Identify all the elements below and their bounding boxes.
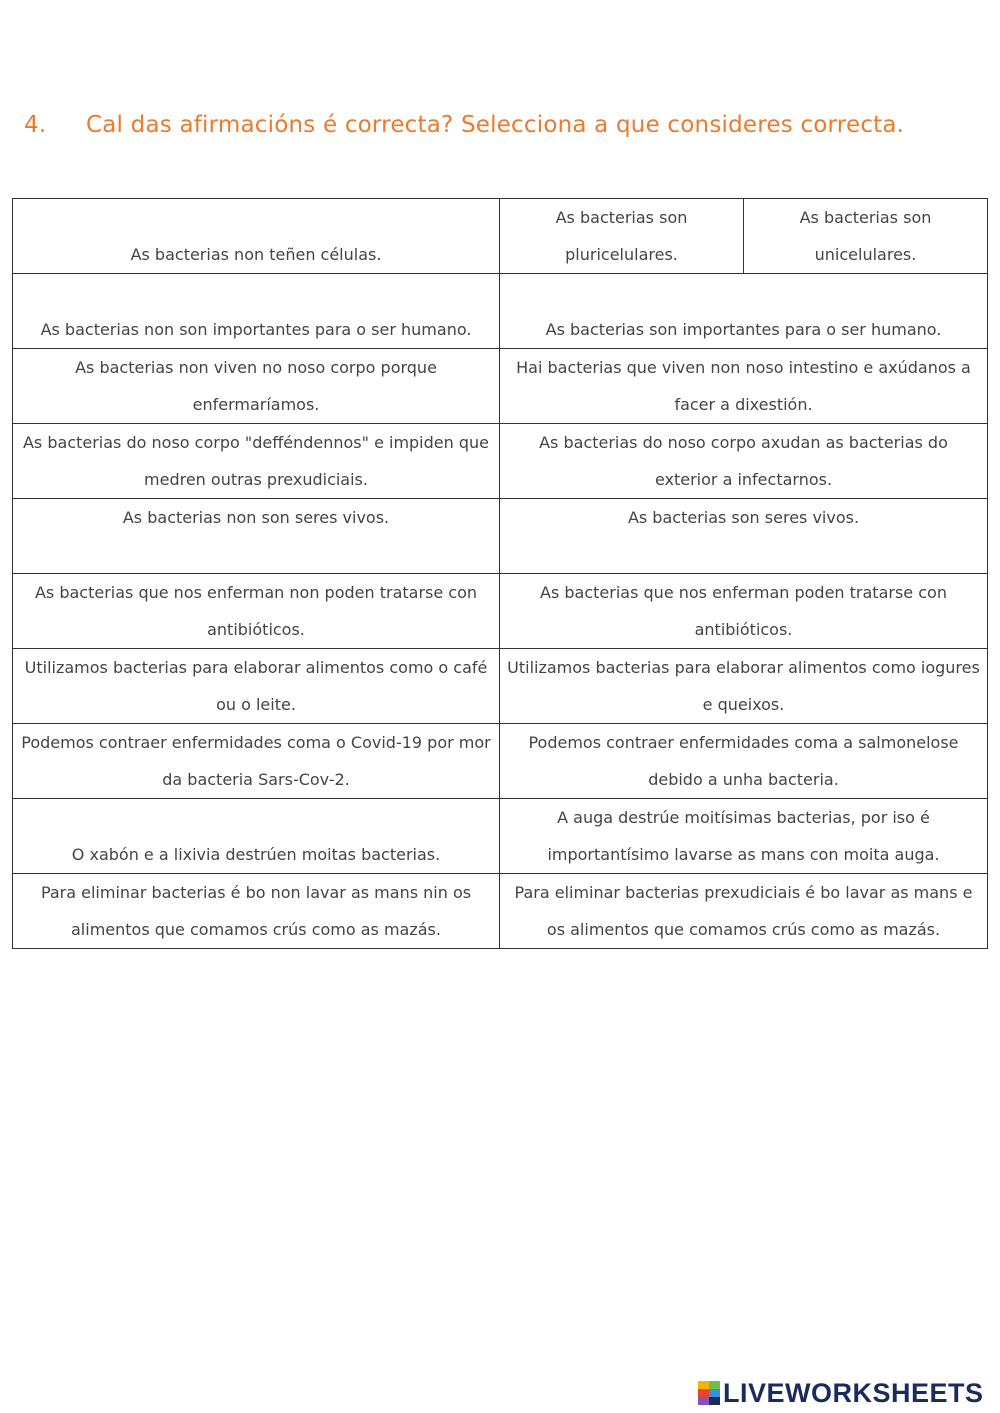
table-row [13, 424, 988, 499]
option-cell[interactable]: As bacterias son unicelulares. [744, 199, 988, 274]
option-cell[interactable]: As bacterias do noso corpo axudan as bacterias do exterior a infectarnos. [500, 424, 988, 499]
table-row [13, 649, 988, 724]
option-cell[interactable]: As bacterias son importantes para o ser humano. [500, 274, 988, 349]
table-row [13, 874, 988, 949]
option-cell[interactable]: As bacterias son seres vivos. [500, 499, 988, 574]
option-cell[interactable]: Utilizamos bacterias para elaborar alimentos como iogures e queixos. [500, 649, 988, 724]
question-text: Cal das afirmacións é correcta? Selecciona a que consideres correcta. [86, 112, 905, 138]
question-heading [24, 112, 984, 138]
table-row [13, 274, 988, 349]
option-cell[interactable]: As bacterias que nos enferman non poden tratarse con antibióticos. [13, 574, 500, 649]
option-cell[interactable]: Para eliminar bacterias é bo non lavar as mans nin os alimentos que comamos crús como as mazás. [13, 874, 500, 949]
liveworksheets-logo[interactable] [698, 1378, 984, 1408]
table-row [13, 499, 988, 574]
option-cell[interactable]: Podemos contraer enfermidades coma o Covid-19 por mor da bacteria Sars-Cov-2. [13, 724, 500, 799]
logo-text: LIVEWORKSHEETS [723, 1377, 984, 1408]
option-cell[interactable]: As bacterias do noso corpo "defféndennos" e impiden que medren outras prexudiciais. [13, 424, 500, 499]
question-number: 4. [24, 112, 47, 138]
option-cell[interactable]: As bacterias non son seres vivos. [13, 499, 500, 574]
option-cell[interactable]: A auga destrúe moitísimas bacterias, por iso é importantísimo lavarse as mans con moita auga. [500, 799, 988, 874]
table-row [13, 349, 988, 424]
option-cell[interactable]: Hai bacterias que viven non noso intestino e axúdanos a facer a dixestión. [500, 349, 988, 424]
option-cell[interactable]: Utilizamos bacterias para elaborar alimentos como o café ou o leite. [13, 649, 500, 724]
option-cell[interactable]: As bacterias son pluricelulares. [500, 199, 744, 274]
liveworksheets-logo-icon [698, 1381, 720, 1405]
option-cell[interactable]: Podemos contraer enfermidades coma a salmonelose debido a unha bacteria. [500, 724, 988, 799]
table-row [13, 574, 988, 649]
table-row [13, 799, 988, 874]
option-cell[interactable]: As bacterias non son importantes para o ser humano. [13, 274, 500, 349]
option-cell[interactable]: O xabón e a lixivia destrúen moitas bacterias. [13, 799, 500, 874]
option-cell[interactable]: As bacterias non teñen células. [13, 199, 500, 274]
option-cell[interactable]: As bacterias non viven no noso corpo porque enfermaríamos. [13, 349, 500, 424]
table-row [13, 199, 988, 274]
table-row [13, 724, 988, 799]
answer-table [12, 198, 988, 949]
option-cell[interactable]: As bacterias que nos enferman poden tratarse con antibióticos. [500, 574, 988, 649]
option-cell[interactable]: Para eliminar bacterias prexudiciais é bo lavar as mans e os alimentos que comamos crús como as mazás. [500, 874, 988, 949]
